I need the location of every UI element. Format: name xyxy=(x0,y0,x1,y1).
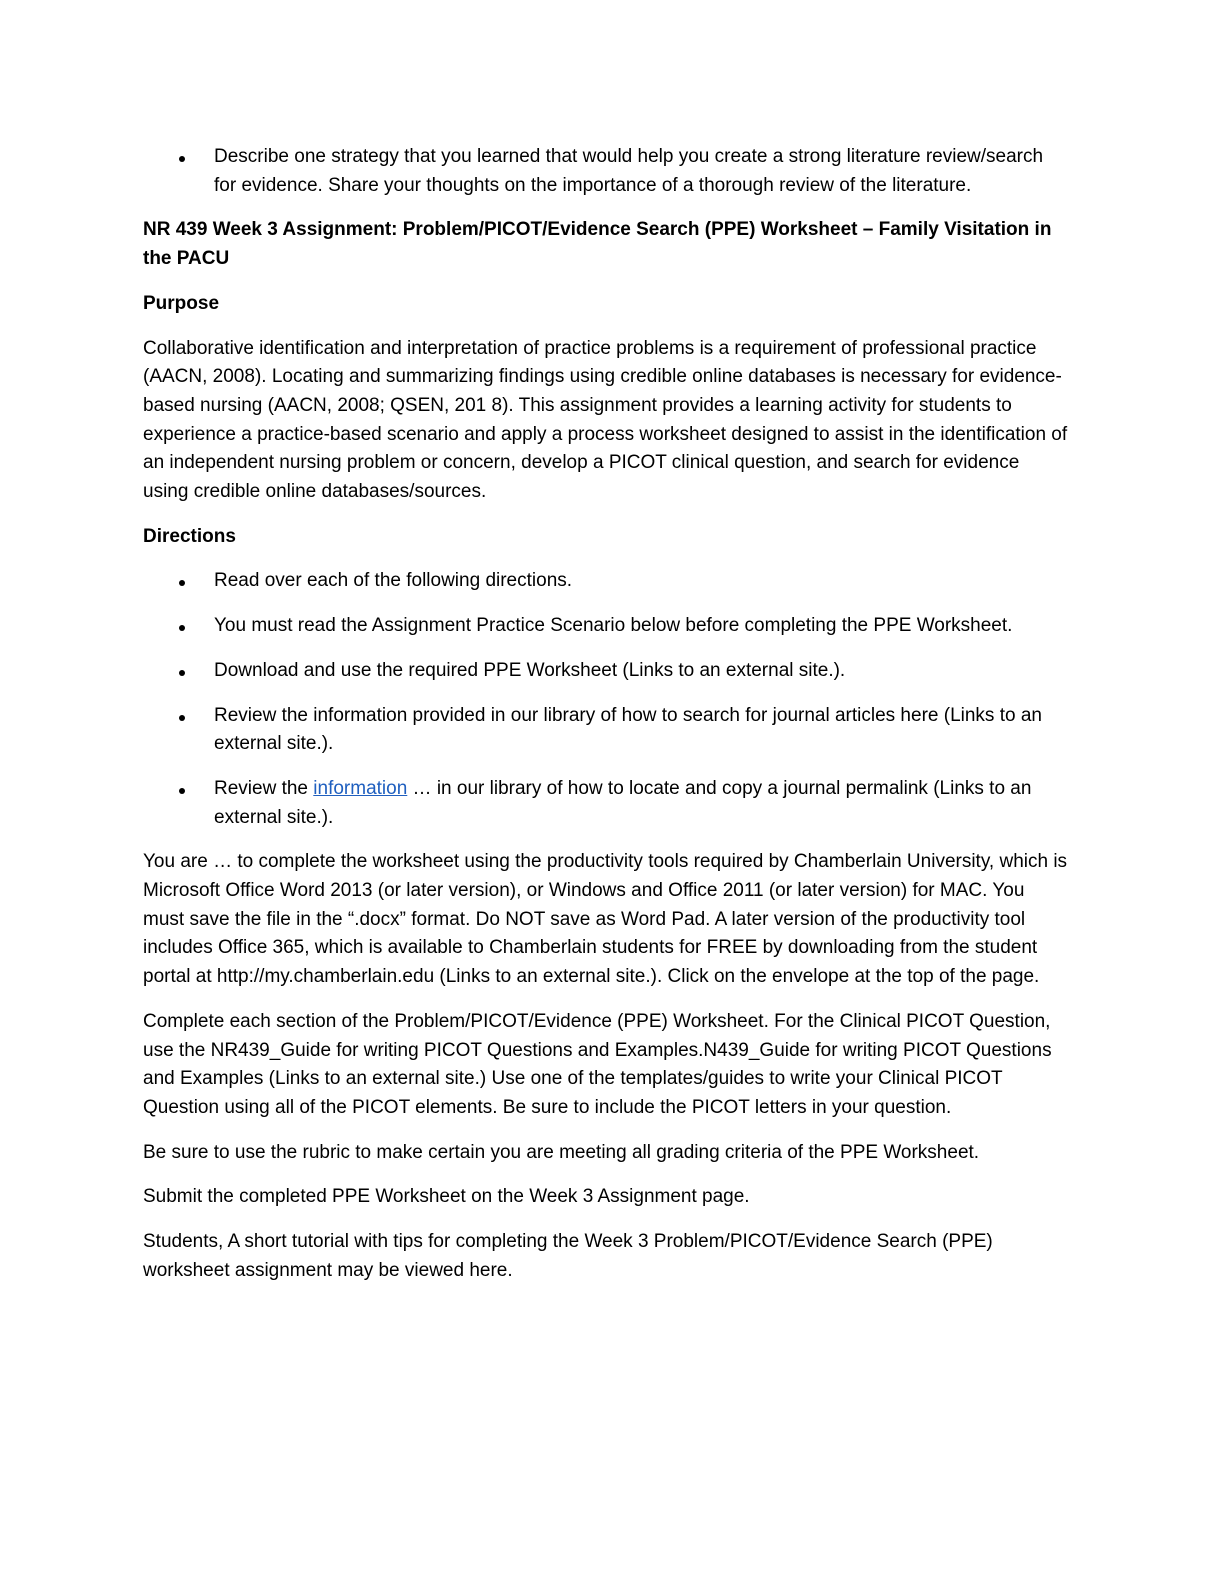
productivity-tools-paragraph: You are … to complete the worksheet using the productivity tools required by Chamberlain University, which is Microsoft Office Word 2013 (or later version), or Windows and Office 2011 (or later version) for MAC. You must save the file in the “.docx” format. Do NOT save as Word Pad. A later version of the productivity tool includes Office 365, which is available to Chamberlain students for FREE by downloading from the student portal at http://my.chamberlain.edu (Links to an external site.). Click on the envelope at the top of the page. xyxy=(143,851,1068,988)
directions-item xyxy=(143,612,1068,641)
directions-item-prefix: Review the xyxy=(214,777,314,799)
top-bullet-item xyxy=(143,143,1068,200)
directions-item-text: Read over each of the following directions. xyxy=(214,570,573,592)
directions-item xyxy=(143,657,1068,686)
purpose-body: Collaborative identification and interpretation of practice problems is a requirement of professional practice (AACN, 2008). Locating and summarizing findings using credible online databases is necessary for evidence-based nursing (AACN, 2008; QSEN, 201 8). This assignment provides a learning activity for students to experience a practice-based scenario and apply a process worksheet designed to assist in the identification of an independent nursing problem or concern, develop a PICOT clinical question, and search for evidence using credible online databases/sources. xyxy=(143,337,1068,503)
information-link[interactable]: information xyxy=(313,777,408,799)
tutorial-paragraph: Students, A short tutorial with tips for completing the Week 3 Problem/PICOT/Evidence Search (PPE) worksheet assignment may be viewed here. xyxy=(143,1231,993,1281)
rubric-paragraph: Be sure to use the rubric to make certain you are meeting all grading criteria of the PPE Worksheet. xyxy=(143,1141,980,1163)
directions-item-text: Download and use the required PPE Worksheet (Links to an external site.). xyxy=(214,659,846,681)
document-page xyxy=(143,143,1068,1286)
directions-item xyxy=(143,702,1068,759)
bullet-icon xyxy=(179,670,185,676)
directions-item-text: Review the information provided in our library of how to search for journal articles here (Links to an external site.). xyxy=(214,704,1042,755)
bullet-icon xyxy=(179,788,185,794)
directions-item-suffix: … in our library of how to locate and copy a journal permalink (Links to an external site.). xyxy=(214,777,1032,828)
directions-item xyxy=(143,775,1068,832)
submit-paragraph: Submit the completed PPE Worksheet on the Week 3 Assignment page. xyxy=(143,1186,750,1208)
top-bullet-text: Describe one strategy that you learned that would help you create a strong literature review/search for evidence. Share your thoughts on the importance of a thorough review of the literature. xyxy=(214,146,1044,196)
assignment-title: NR 439 Week 3 Assignment: Problem/PICOT/Evidence Search (PPE) Worksheet – Family Visitation in the PACU xyxy=(143,219,1052,270)
directions-item xyxy=(143,567,1068,596)
directions-item-text: You must read the Assignment Practice Scenario below before completing the PPE Worksheet. xyxy=(214,615,1013,637)
bullet-icon xyxy=(179,625,185,631)
bullet-icon xyxy=(179,156,185,162)
picot-instructions-paragraph: Complete each section of the Problem/PICOT/Evidence (PPE) Worksheet. For the Clinical PICOT Question, use the NR439_Guide for writing PICOT Questions and Examples.N439_Guide for writing PICOT Questions and Examples (Links to an external site.) Use one of the templates/guides to write your Clinical PICOT Question using all of the PICOT elements. Be sure to include the PICOT letters in your question. xyxy=(143,1010,1052,1118)
directions-heading: Directions xyxy=(143,525,236,547)
bullet-icon xyxy=(179,580,185,586)
bullet-icon xyxy=(179,715,185,721)
purpose-heading: Purpose xyxy=(143,292,220,314)
